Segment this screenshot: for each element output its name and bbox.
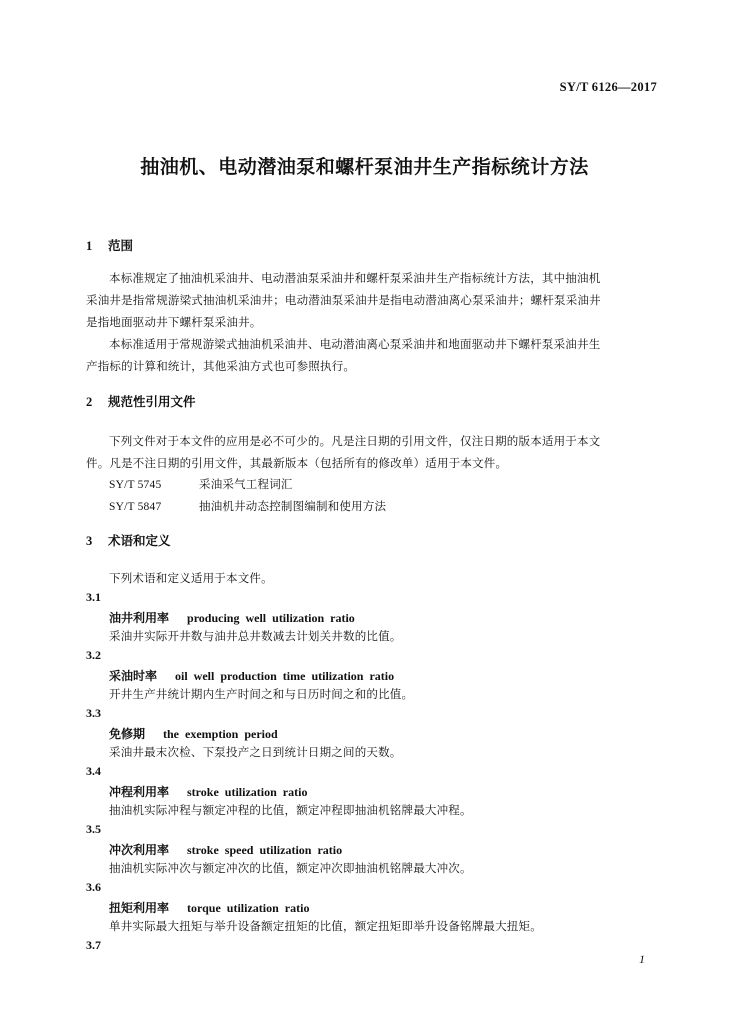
term-definition: 采油井最末次检、下泵投产之日到统计日期之间的天数。: [109, 745, 402, 759]
term-chinese: 扭矩利用率: [109, 901, 170, 915]
section-1-heading: [86, 236, 133, 254]
term-heading: [109, 783, 307, 800]
reference-title: 采油采气工程词汇: [199, 477, 293, 491]
paragraph-line: 本标准适用于常规游梁式抽油机采油井、电动潜油离心泵采油井和地面驱动井下螺杆泵采油井生: [109, 337, 601, 351]
paragraph-line: 是指地面驱动井下螺杆泵采油井。: [86, 315, 262, 329]
term-number: 3.3: [86, 706, 101, 720]
reference-code: SY/T 5745: [109, 479, 162, 491]
paragraph-line: 产指标的计算和统计，其他采油方式也可参照执行。: [86, 359, 356, 373]
term-definition: 抽油机实际冲次与额定冲次的比值，额定冲次即抽油机铭牌最大冲次。: [109, 861, 472, 875]
normative-reference: [109, 498, 386, 514]
document-title: 抽油机、电动潜油泵和螺杆泵油井生产指标统计方法: [140, 156, 589, 178]
section-3-heading: [86, 531, 171, 549]
term-number: 3.6: [86, 880, 101, 894]
term-english: stroke speed utilization ratio: [187, 843, 343, 857]
term-english: producing well utilization ratio: [187, 611, 355, 625]
paragraph-line: 本标准规定了抽油机采油井、电动潜油泵采油井和螺杆泵采油井生产指标统计方法，其中抽油机: [109, 271, 601, 285]
term-chinese: 冲次利用率: [109, 843, 170, 857]
term-english: the exemption period: [163, 727, 278, 741]
term-number: 3.2: [86, 648, 101, 662]
term-definition: 抽油机实际冲程与额定冲程的比值，额定冲程即抽油机铭牌最大冲程。: [109, 803, 472, 817]
term-heading: [109, 667, 394, 684]
term-chinese: 采油时率: [109, 669, 158, 683]
paragraph-line: 下列术语和定义适用于本文件。: [109, 571, 273, 585]
term-english: oil well production time utilization ratio: [175, 669, 395, 683]
section-title: 范围: [108, 238, 134, 253]
section-title: 术语和定义: [108, 533, 171, 548]
page-number: 1: [639, 952, 645, 966]
term-number: 3.4: [86, 764, 101, 778]
paragraph-line: 采油井是指常规游梁式抽油机采油井；电动潜油泵采油井是指电动潜油离心泵采油井；螺杆泵采油井: [86, 293, 601, 307]
term-definition: 单井实际最大扭矩与举升设备额定扭矩的比值，额定扭矩即举升设备铭牌最大扭矩。: [109, 919, 542, 933]
term-number: 3.5: [86, 822, 101, 836]
term-english: torque utilization ratio: [187, 901, 310, 915]
section-number: 2: [86, 395, 93, 409]
term-number: 3.1: [86, 590, 101, 604]
term-chinese: 冲程利用率: [109, 785, 170, 799]
section-number: 1: [86, 239, 93, 253]
term-english: stroke utilization ratio: [187, 785, 308, 799]
paragraph-line: 下列文件对于本文件的应用是必不可少的。凡是注日期的引用文件，仅注日期的版本适用于本文: [109, 434, 601, 448]
term-chinese: 免修期: [109, 727, 146, 741]
term-chinese: 油井利用率: [109, 611, 170, 625]
term-definition: 采油井实际开井数与油井总井数减去计划关井数的比值。: [109, 629, 402, 643]
section-2-heading: [86, 392, 196, 410]
term-heading: [109, 899, 309, 916]
reference-title: 抽油机井动态控制图编制和使用方法: [199, 499, 387, 513]
reference-code: SY/T 5847: [109, 501, 162, 513]
term-heading: [109, 609, 355, 626]
section-number: 3: [86, 534, 93, 548]
standard-code: SY/T 6126—2017: [559, 80, 657, 94]
term-definition: 开井生产井统计期内生产时间之和与日历时间之和的比值。: [109, 687, 414, 701]
term-heading: [109, 841, 342, 858]
normative-reference: [109, 476, 293, 492]
paragraph-line: 件。凡是不注日期的引用文件，其最新版本（包括所有的修改单）适用于本文件。: [86, 456, 508, 470]
section-title: 规范性引用文件: [108, 394, 196, 409]
term-heading: [109, 725, 278, 742]
term-number: 3.7: [86, 938, 101, 952]
